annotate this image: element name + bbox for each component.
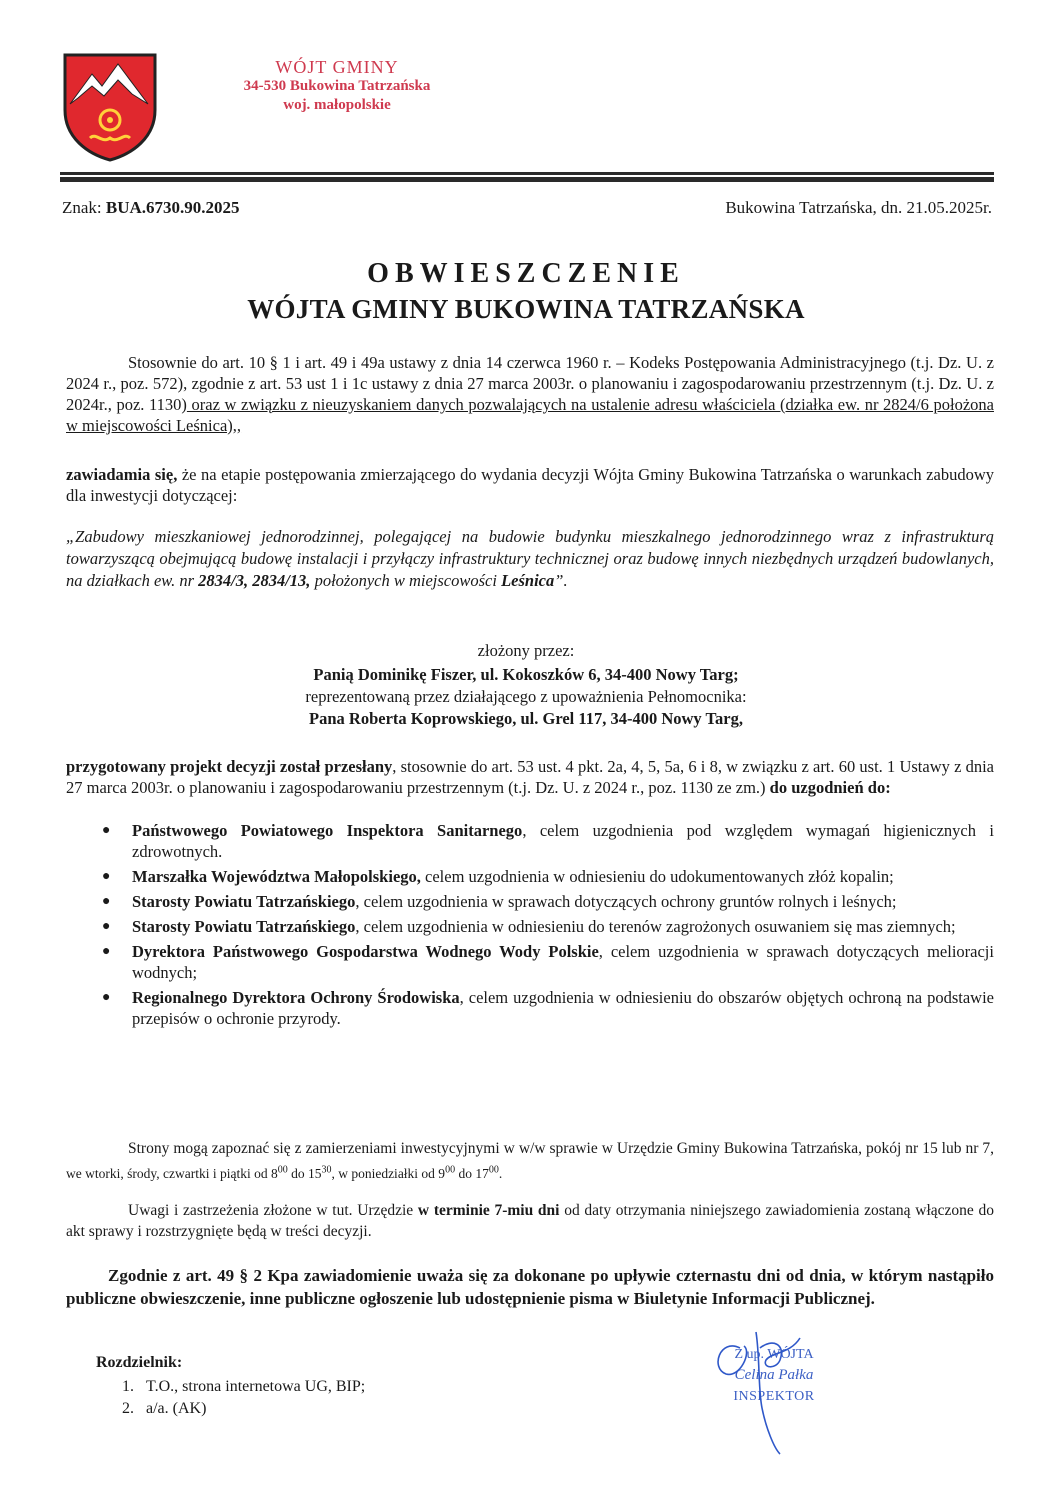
remarks-text-2: od daty otrzymania niniejszego zawiadomienia zostaną włączone do akt sprawy i rozstrzygnięte będą w treści decyzji. bbox=[66, 1202, 995, 1240]
project-bold-2: do uzgodnień do: bbox=[769, 778, 891, 797]
recipient-name: Starosty Powiatu Tatrzańskiego bbox=[132, 892, 356, 911]
applicant-name: Panią Dominikę Fiszer, ul. Kokoszków 6, 34-400 Nowy Targ; bbox=[313, 665, 739, 684]
project-text: , stosownie do art. 53 ust. 4 pkt. 2a, 4, 5, 5a, 6 i 8, w związku z art. 60 ust. 1 Ustawy z dnia 27 marca 2003r. o planowaniu i zagospodarowaniu przestrzennym (t.j. Dz. U. z 2024 r., poz. 1130 ze zm.) bbox=[66, 757, 995, 797]
list-item bbox=[66, 820, 994, 862]
remarks-paragraph bbox=[66, 1200, 994, 1242]
bullet-icon: ● bbox=[102, 990, 111, 1005]
notice-paragraph bbox=[66, 464, 994, 506]
list-item bbox=[96, 1376, 365, 1398]
list-item bbox=[66, 941, 994, 983]
recipient-name: Marszałka Województwa Małopolskiego, bbox=[132, 867, 421, 886]
recipient-text: , celem uzgodnienia pod względem wymagań higienicznych i zdrowotnych. bbox=[132, 821, 994, 861]
stamp-line-1: WÓJT GMINY bbox=[275, 57, 399, 77]
representative-label: reprezentowaną przez działającego z upoważnienia Pełnomocnika: bbox=[305, 687, 747, 706]
reference-number bbox=[62, 198, 240, 218]
list-item bbox=[66, 866, 994, 887]
office-hours bbox=[66, 1166, 502, 1181]
project-bold: przygotowany projekt decyzji został przesłany bbox=[66, 757, 393, 776]
bullet-icon: ● bbox=[102, 869, 111, 884]
intro-paragraph bbox=[66, 352, 994, 436]
list-item bbox=[66, 891, 994, 912]
item-number: 1. bbox=[122, 1378, 134, 1395]
document-title: OBWIESZCZENIE bbox=[367, 258, 685, 289]
list-item bbox=[66, 987, 994, 1029]
recipient-text: , celem uzgodnienia w sprawach dotyczących ochrony gruntów rolnych i leśnych; bbox=[355, 892, 897, 911]
list-item bbox=[96, 1398, 365, 1420]
recipient-text: celem uzgodnienia w odniesieniu do udokumentowanych złóż kopalin; bbox=[420, 867, 894, 886]
office-text-4: , w poniedziałki od 9 bbox=[331, 1165, 446, 1181]
office-sup-3: 00 bbox=[445, 1164, 456, 1175]
distribution-label: Rozdzielnik: bbox=[96, 1354, 183, 1371]
bullet-icon: ● bbox=[102, 919, 111, 934]
office-sup-1: 00 bbox=[277, 1164, 288, 1175]
recipient-name: Starosty Powiatu Tatrzańskiego bbox=[132, 917, 356, 936]
office-text-5: do 17 bbox=[455, 1165, 489, 1181]
recipient-text: , celem uzgodnienia w odniesieniu do obszarów objętych ochroną na podstawie przepisów o ochronie przyrody. bbox=[132, 988, 994, 1028]
notice-bold: zawiadamia się, bbox=[66, 465, 178, 484]
item-number: 2. bbox=[122, 1400, 134, 1417]
handwritten-signature-icon bbox=[700, 1308, 840, 1458]
signature-stamp-line-2: Celina Pałka bbox=[734, 1367, 814, 1383]
bullet-icon: ● bbox=[102, 823, 111, 838]
intro-text: Stosownie do art. 10 § 1 i art. 49 i 49a ustawy z dnia 14 czerwca 1960 r. – Kodeks Postępowania Administracyjnego (t.j. Dz. U. z 2024 r., poz. 572), zgodnie z art. 53 ust 1 i 1c ustawy z dnia 27 marca 2003r. o planowaniu i zagospodarowaniu przestrzennym (t.j. Dz. U. z 2024r., poz. 1130) bbox=[66, 353, 994, 414]
remarks-deadline: w terminie 7-miu dni bbox=[417, 1202, 560, 1219]
place-and-date: Bukowina Tatrzańska, dn. 21.05.2025r. bbox=[725, 198, 992, 217]
notice-text: że na etapie postępowania zmierzającego do wydania decyzji Wójta Gminy Bukowina Tatrzańska o warunkach zabudowy dla inwestycji dotyczącej: bbox=[66, 465, 994, 505]
document-subtitle: WÓJTA GMINY BUKOWINA TATRZAŃSKA bbox=[247, 294, 805, 324]
submitted-by-label: złożony przez: bbox=[477, 641, 575, 660]
investment-place: Leśnica bbox=[501, 571, 555, 590]
intro-underlined-text: oraz w związku z nieuzyskaniem danych pozwalających na ustalenie adresu właściciela (działka ew. nr 2824/6 położona w miejscowości Leśnica),, bbox=[66, 395, 994, 435]
office-stamp bbox=[222, 58, 452, 115]
recipient-name: Regionalnego Dyrektora Ochrony Środowiska bbox=[132, 988, 460, 1007]
list-item bbox=[66, 916, 994, 937]
office-text-6: . bbox=[498, 1165, 503, 1181]
office-text-2: we wtorki, środy, czwartki i piątki od 8 bbox=[66, 1165, 278, 1181]
recipients-list bbox=[66, 820, 994, 1033]
bullet-icon: ● bbox=[102, 944, 111, 959]
office-sup-4: 00 bbox=[488, 1164, 499, 1175]
remarks-text-1: Uwagi i zastrzeżenia złożone w tut. Urzędzie bbox=[128, 1202, 418, 1219]
investment-description bbox=[66, 526, 994, 592]
bullet-icon: ● bbox=[102, 894, 111, 909]
header-divider-thick bbox=[60, 177, 994, 182]
signature-stamp-line-1: Z up. WÓJTA bbox=[734, 1347, 814, 1362]
legal-note: Zgodnie z art. 49 § 2 Kpa zawiadomienie uważa się za dokonane po upływie czternastu dni od dnia, w którym nastąpiło publiczne obwieszczenie, inne publiczne ogłoszenie lub udostępnienie pisma w Biuletynie Informacji Publicznej. bbox=[66, 1266, 994, 1308]
stamp-line-3: woj. małopolskie bbox=[283, 97, 391, 113]
recipient-text: , celem uzgodnienia w odniesieniu do terenów zagrożonych osuwaniem się mas ziemnych; bbox=[355, 917, 956, 936]
office-text-1: Strony mogą zapoznać się z zamierzeniami inwestycyjnymi w w/w sprawie w Urzędzie Gminy Bukowina Tatrzańska, pokój nr 15 lub nr 7, bbox=[128, 1140, 994, 1157]
project-paragraph bbox=[66, 756, 994, 798]
office-sup-2: 30 bbox=[321, 1164, 332, 1175]
representative-name: Pana Roberta Koprowskiego, ul. Grel 117, 34-400 Nowy Targ, bbox=[309, 709, 743, 728]
investment-text-2: położonych w miejscowości bbox=[310, 571, 502, 590]
distribution-list bbox=[96, 1376, 365, 1420]
stamp-line-2: 34-530 Bukowina Tatrzańska bbox=[243, 78, 431, 94]
office-hours-paragraph bbox=[66, 1138, 994, 1184]
recipient-text: , celem uzgodnienia w sprawach dotyczących melioracji wodnych; bbox=[132, 942, 994, 982]
recipient-name: Dyrektora Państwowego Gospodarstwa Wodnego Wody Polskie bbox=[132, 942, 599, 961]
signature-stamp-line-3: INSPEKTOR bbox=[733, 1389, 815, 1404]
investment-plots: 2834/3, 2834/13, bbox=[198, 571, 311, 590]
recipient-name: Państwowego Powiatowego Inspektora Sanitarnego bbox=[132, 821, 523, 840]
office-text-3: do 15 bbox=[287, 1165, 322, 1181]
item-text: T.O., strona internetowa UG, BIP; bbox=[146, 1378, 366, 1395]
reference-value: BUA.6730.90.2025 bbox=[105, 198, 240, 217]
reference-label: Znak: bbox=[62, 198, 106, 217]
header-divider bbox=[60, 172, 994, 175]
item-text: a/a. (AK) bbox=[146, 1400, 207, 1417]
coat-of-arms-icon bbox=[62, 52, 158, 162]
investment-end: ”. bbox=[554, 571, 568, 590]
investment-text: „Zabudowy mieszkaniowej jednorodzinnej, polegającej na budowie budynku mieszkalnego jednorodzinnego wraz z infrastrukturą towarzyszącą obejmującą budowę instalacji i przyłączy infrastruktury technicznej oraz budowę innych niezbędnych urządzeń budowlanych, na działkach ew. nr bbox=[66, 527, 994, 590]
